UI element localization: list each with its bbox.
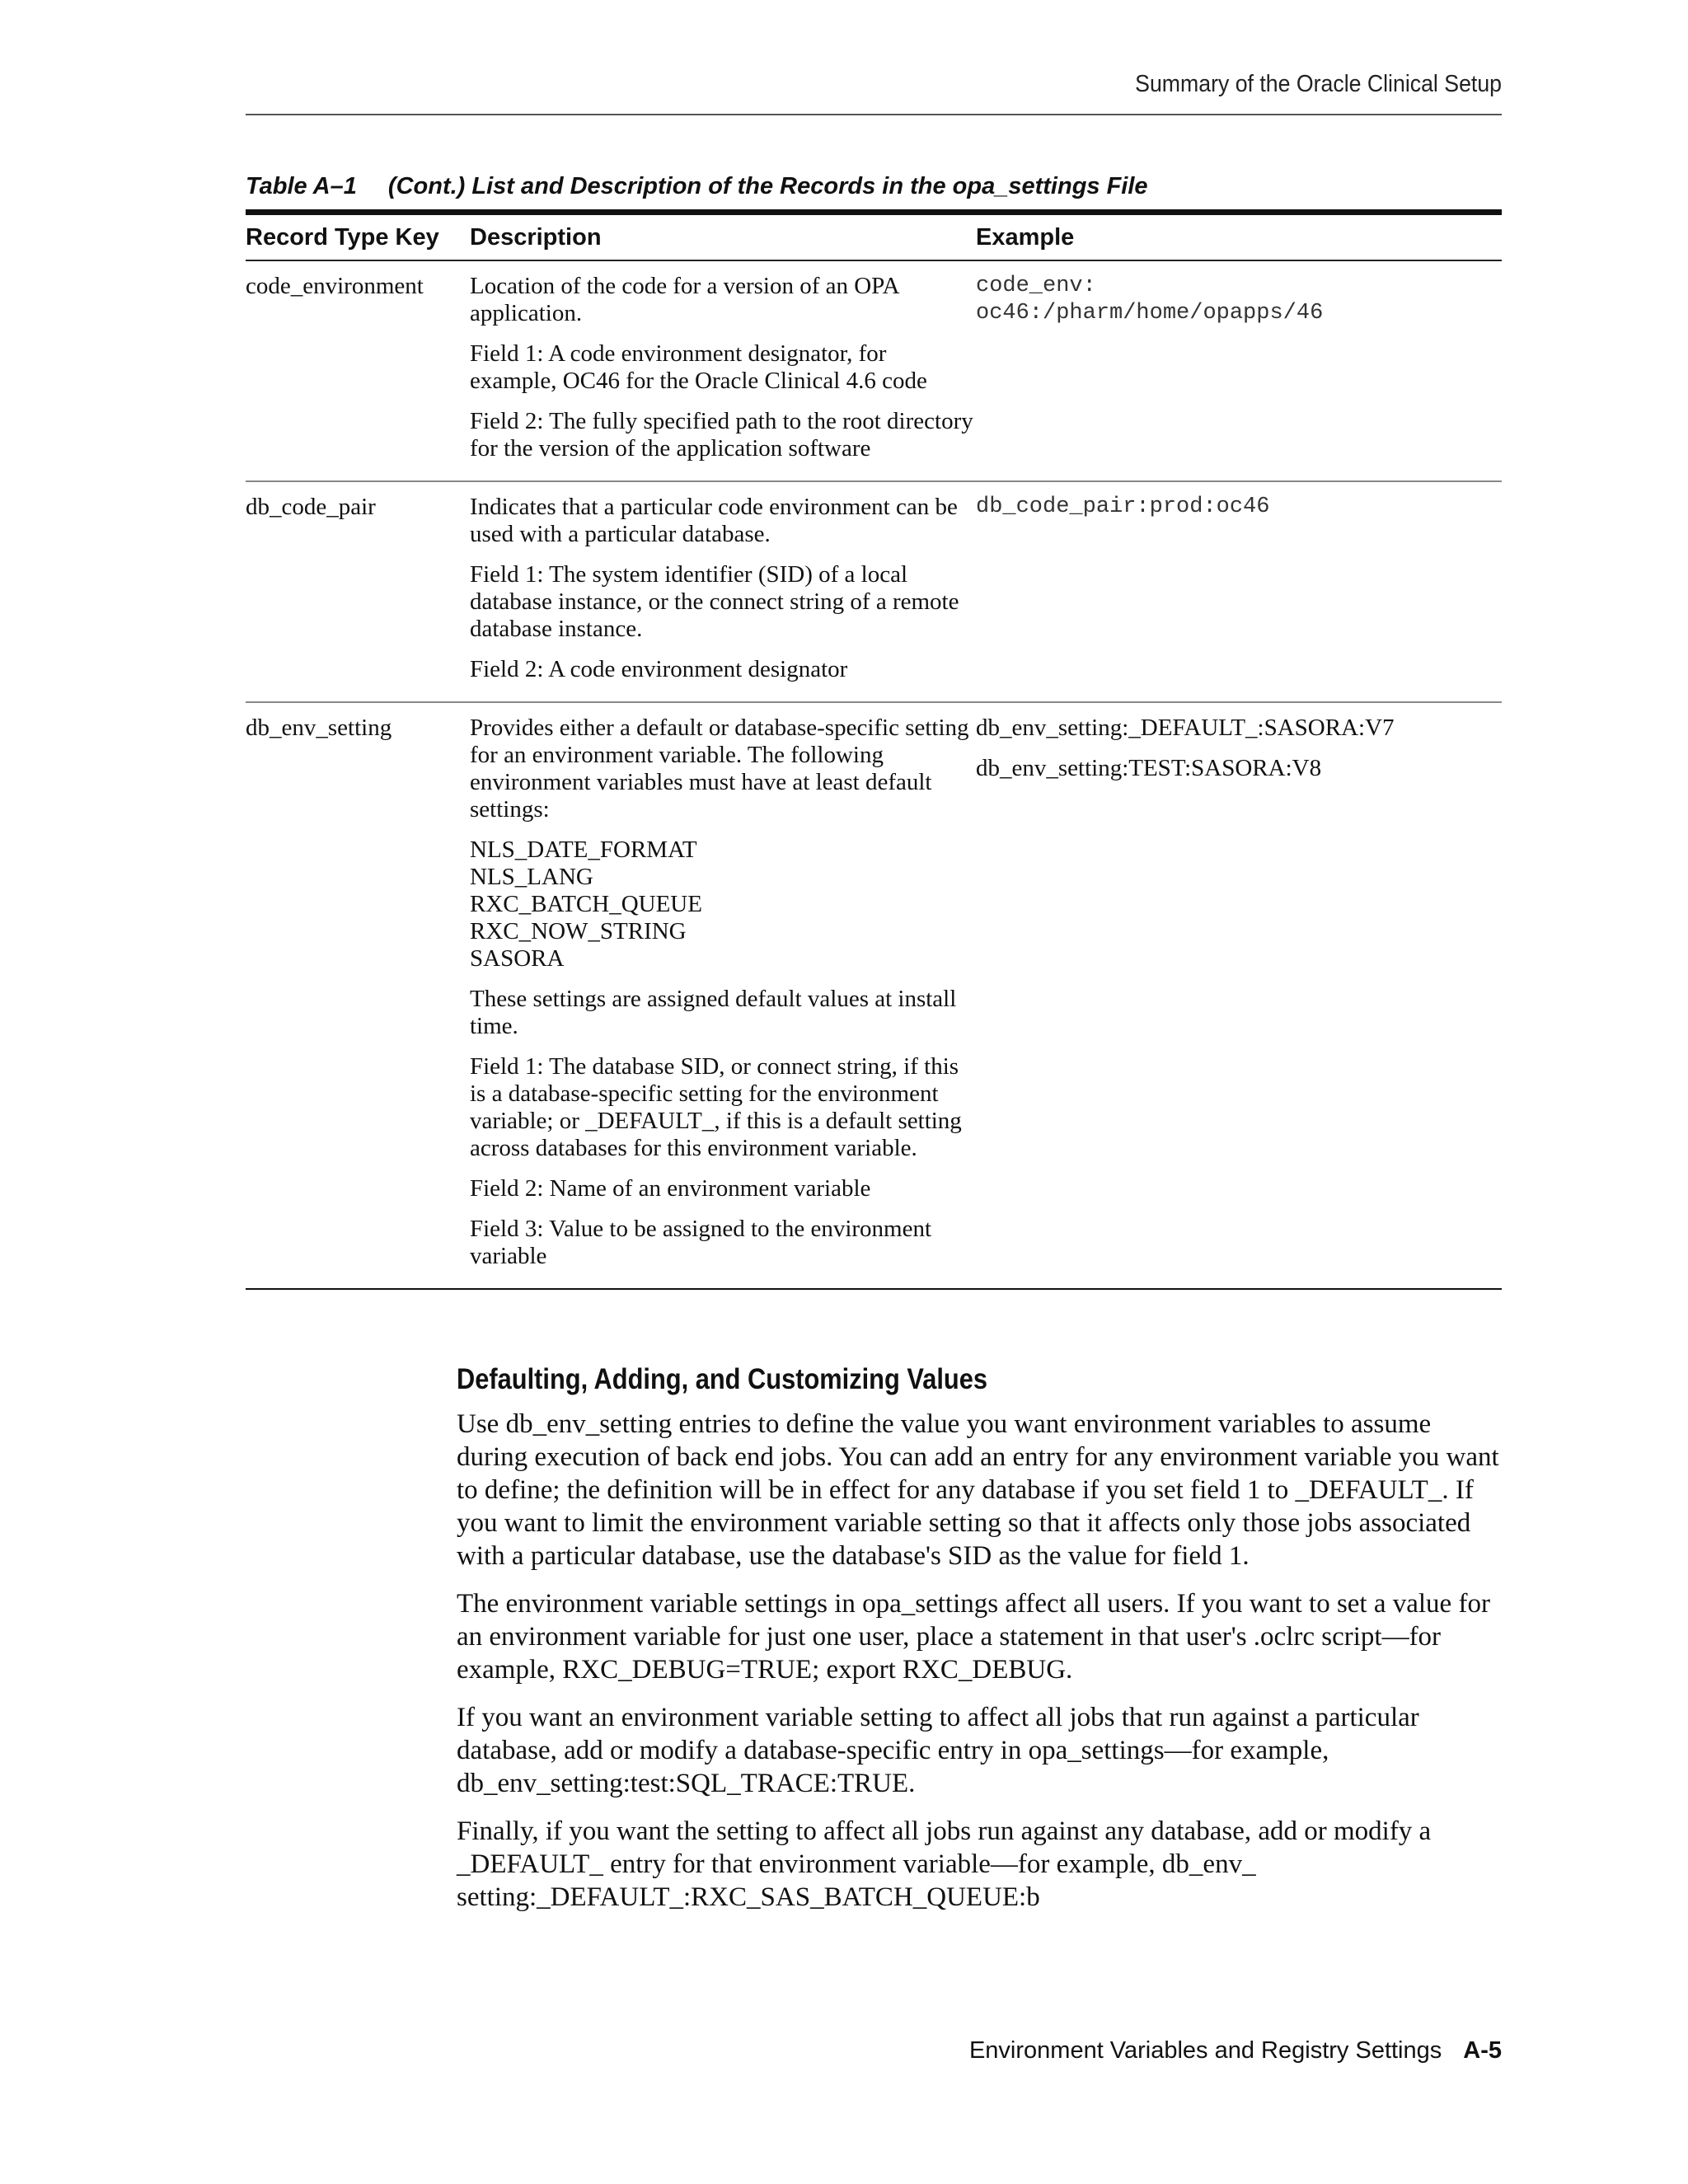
description-paragraph: Field 1: The database SID, or connect string, if this is a database-specific setting for the environment variable; or _DEFAULT_, if this is a default setting across databases for this environment variable. <box>470 1053 962 1161</box>
description-cell <box>470 273 976 476</box>
records-table <box>246 209 1502 1290</box>
description-paragraph: These settings are assigned default values at install time. <box>470 986 957 1039</box>
section-defaulting-values <box>457 1363 1502 1929</box>
env-variable-item: RXC_NOW_STRING <box>470 918 687 944</box>
example-line: db_env_setting:TEST:SASORA:V8 <box>976 755 1322 781</box>
env-variable-item: SASORA <box>470 945 565 972</box>
table-caption-text: (Cont.) List and Description of the Records in the opa_settings File <box>387 173 1148 199</box>
body-paragraph: Use db_env_setting entries to define the value you want environment variables to assume during execution of back end jobs. You can add an entry for any environment variable you want to define; the definition will be in effect for any database if you set field 1 to _DEFAULT_. If you want to limit the environment variable setting so that it affects only those jobs associated with a particular database, use the database's SID as the value for field 1. <box>457 1409 1499 1571</box>
example-cell <box>976 273 1502 476</box>
header-rule <box>246 114 1502 115</box>
description-paragraph: Indicates that a particular code environment can be used with a particular database. <box>470 494 958 547</box>
description-paragraph: Field 2: A code environment designator <box>470 656 848 682</box>
description-paragraph: Field 2: The fully specified path to the root directory for the version of the application software <box>470 408 973 462</box>
table-row <box>246 703 1502 1290</box>
body-paragraph: If you want an environment variable setting to affect all jobs that run against a particular database, add or modify a database-specific entry in opa_settings—for example, db_env_setting:test:SQL_TRACE:TRUE. <box>457 1703 1419 1798</box>
table-header-row <box>246 215 1502 261</box>
description-paragraph: Field 2: Name of an environment variable <box>470 1175 871 1202</box>
record-key-cell: db_code_pair <box>246 494 376 520</box>
table-caption <box>246 173 1502 200</box>
column-header-example: Example <box>976 223 1075 251</box>
env-variable-item: NLS_DATE_FORMAT <box>470 837 697 863</box>
example-code-line: oc46:/pharm/home/opapps/46 <box>976 301 1324 326</box>
description-paragraph: Field 3: Value to be assigned to the environment variable <box>470 1216 932 1269</box>
env-variable-item: RXC_BATCH_QUEUE <box>470 891 702 917</box>
page-number: A-5 <box>1463 2037 1502 2064</box>
body-paragraph: Finally, if you want the setting to affect all jobs run against any database, add or modify a _DEFAULT_ entry for that environment variable—for example, db_env_ setting:_DEFAULT_:RXC_SAS_BATCH_QUEUE:b <box>457 1816 1432 1912</box>
example-cell <box>976 715 1502 1283</box>
table-top-rule <box>246 209 1502 215</box>
table-row <box>246 482 1502 703</box>
description-paragraph: Field 1: The system identifier (SID) of a local database instance, or the connect string of a remote database instance. <box>470 561 959 642</box>
example-code-line: db_code_pair:prod:oc46 <box>976 494 1270 519</box>
description-paragraph: Location of the code for a version of an OPA application. <box>470 273 898 326</box>
running-header: Summary of the Oracle Clinical Setup <box>1135 71 1502 97</box>
section-heading: Defaulting, Adding, and Customizing Values <box>457 1363 987 1395</box>
column-header-record-type-key: Record Type Key <box>246 223 439 251</box>
footer-chapter-title: Environment Variables and Registry Settings <box>968 2037 1442 2064</box>
env-variable-list <box>470 837 976 972</box>
example-cell <box>976 494 1502 696</box>
body-paragraph: The environment variable settings in opa_settings affect all users. If you want to set a value for an environment variable for just one user, place a statement in that user's .oclrc script—for example, RXC_DEBUG=TRUE; export RXC_DEBUG. <box>457 1589 1490 1685</box>
description-paragraph: Field 1: A code environment designator, for example, OC46 for the Oracle Clinical 4.6 code <box>470 340 927 394</box>
description-cell <box>470 715 976 1283</box>
page-footer <box>969 2037 1502 2064</box>
record-key-cell: db_env_setting <box>246 715 392 741</box>
table-caption-number: Table A–1 <box>246 173 357 199</box>
description-cell <box>470 494 976 696</box>
example-code-line: code_env: <box>976 274 1096 298</box>
table-row <box>246 261 1502 482</box>
example-line: db_env_setting:_DEFAULT_:SASORA:V7 <box>976 715 1395 741</box>
env-variable-item: NLS_LANG <box>470 864 593 890</box>
record-key-cell: code_environment <box>246 273 424 299</box>
column-header-description: Description <box>470 223 602 251</box>
description-paragraph: Provides either a default or database-specific setting for an environment variable. The following environment variables must have at least default settings: <box>470 715 969 823</box>
